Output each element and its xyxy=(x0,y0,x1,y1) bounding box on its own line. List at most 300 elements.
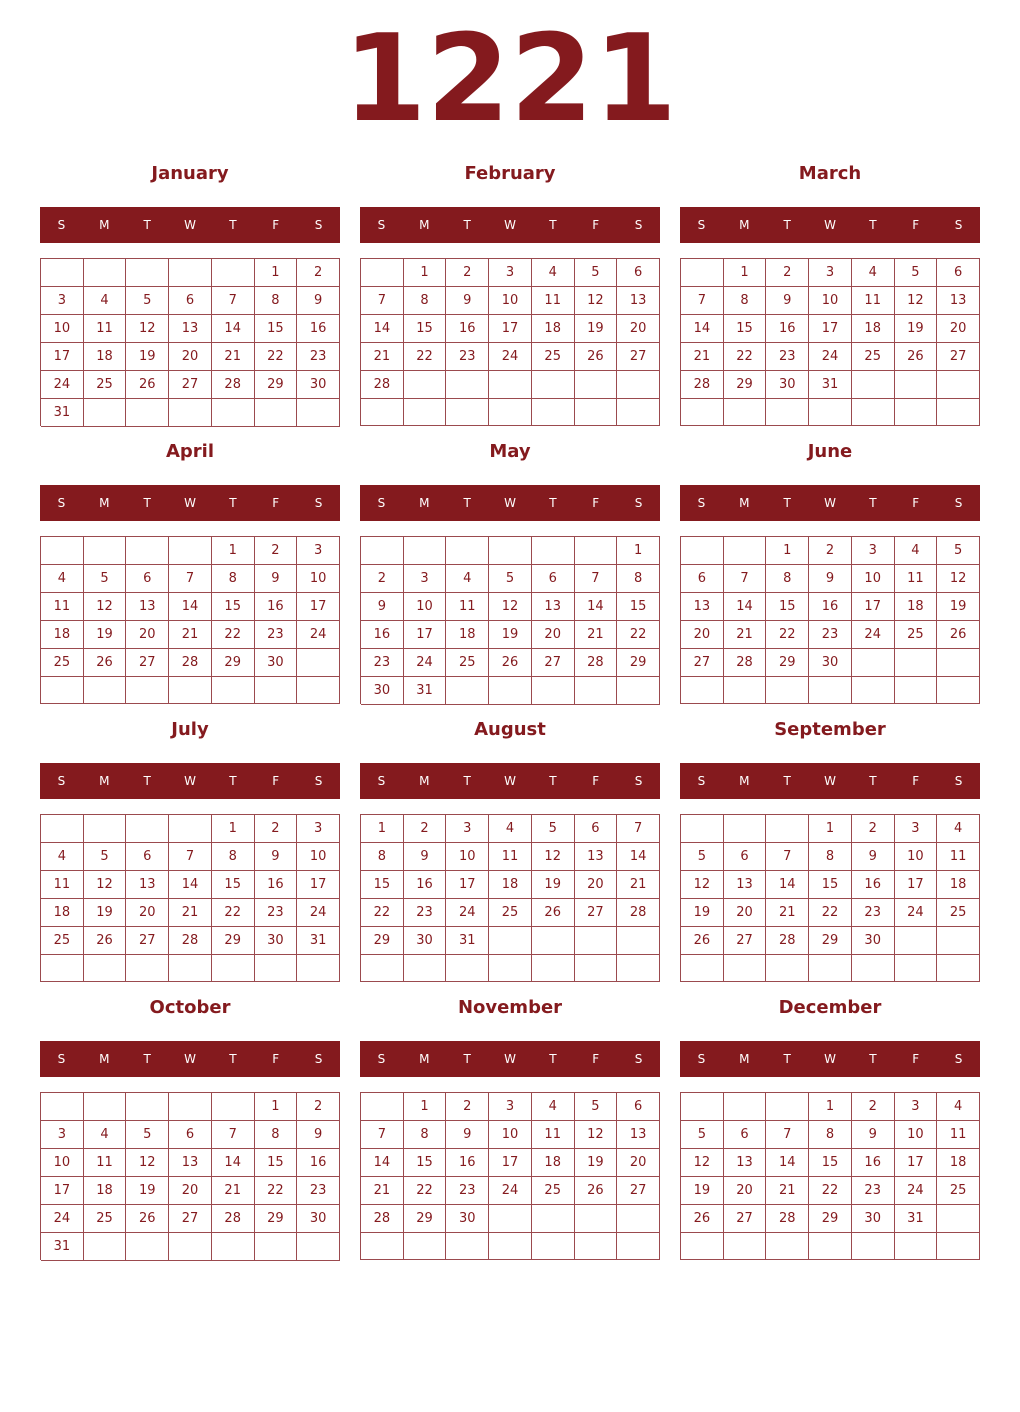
day-cell: 14 xyxy=(766,871,809,899)
day-cell: 24 xyxy=(297,621,340,649)
weekday-label: F xyxy=(912,1052,920,1066)
empty-day-cell xyxy=(617,1233,660,1260)
month-name: June xyxy=(807,441,853,462)
empty-day-cell xyxy=(255,955,298,982)
day-cell: 11 xyxy=(84,1149,127,1177)
day-cell: 11 xyxy=(532,287,575,315)
day-cell: 30 xyxy=(446,1205,489,1233)
day-cell: 10 xyxy=(895,843,938,871)
day-cell: 14 xyxy=(575,593,618,621)
day-cell: 23 xyxy=(297,1177,340,1205)
day-cell: 14 xyxy=(212,315,255,343)
day-cell: 3 xyxy=(489,259,532,287)
day-cell: 7 xyxy=(617,815,660,843)
weekday-label: T xyxy=(783,1052,791,1066)
weekday-header xyxy=(680,485,980,521)
empty-day-cell xyxy=(41,677,84,704)
day-cell: 22 xyxy=(404,343,447,371)
weekday-header xyxy=(680,207,980,243)
day-cell: 11 xyxy=(41,593,84,621)
empty-day-cell xyxy=(766,1233,809,1260)
empty-day-cell xyxy=(766,815,809,843)
weekday-label: T xyxy=(549,774,557,788)
empty-day-cell xyxy=(681,815,724,843)
empty-day-cell xyxy=(852,1233,895,1260)
day-cell: 11 xyxy=(489,843,532,871)
day-cell: 9 xyxy=(809,565,852,593)
day-cell: 28 xyxy=(575,649,618,677)
day-cell: 3 xyxy=(895,815,938,843)
day-cell: 29 xyxy=(766,649,809,677)
day-cell: 18 xyxy=(937,1149,980,1177)
day-cell: 12 xyxy=(126,1149,169,1177)
empty-day-cell xyxy=(169,1093,212,1121)
day-cell: 5 xyxy=(126,287,169,315)
day-cell: 29 xyxy=(255,1205,298,1233)
day-cell: 3 xyxy=(41,287,84,315)
weekday-label: S xyxy=(314,496,323,510)
day-cell: 6 xyxy=(126,843,169,871)
weekday-label: S xyxy=(377,218,386,232)
day-cell: 27 xyxy=(126,649,169,677)
day-cell: 24 xyxy=(895,1177,938,1205)
day-cell: 5 xyxy=(532,815,575,843)
day-cell: 9 xyxy=(404,843,447,871)
empty-day-cell xyxy=(446,399,489,426)
day-cell: 17 xyxy=(895,1149,938,1177)
day-cell: 9 xyxy=(446,287,489,315)
day-cell: 30 xyxy=(852,1205,895,1233)
day-cell: 29 xyxy=(617,649,660,677)
day-cell: 2 xyxy=(852,815,895,843)
day-cell: 13 xyxy=(617,1121,660,1149)
day-cell: 7 xyxy=(724,565,767,593)
empty-day-cell xyxy=(809,399,852,426)
day-cell: 2 xyxy=(446,259,489,287)
day-cell: 11 xyxy=(895,565,938,593)
day-cell: 3 xyxy=(404,565,447,593)
weekday-header xyxy=(360,763,660,799)
empty-day-cell xyxy=(681,259,724,287)
empty-day-cell xyxy=(169,1233,212,1261)
empty-day-cell xyxy=(575,537,618,565)
day-cell: 27 xyxy=(169,1205,212,1233)
empty-day-cell xyxy=(126,259,169,287)
day-cell: 16 xyxy=(255,871,298,899)
weekday-label: T xyxy=(463,774,471,788)
weekday-header xyxy=(360,485,660,521)
empty-day-cell xyxy=(617,399,660,426)
day-cell: 4 xyxy=(532,259,575,287)
empty-day-cell xyxy=(446,537,489,565)
day-cell: 26 xyxy=(84,649,127,677)
empty-day-cell xyxy=(126,537,169,565)
day-cell: 18 xyxy=(489,871,532,899)
empty-day-cell xyxy=(532,537,575,565)
empty-day-cell xyxy=(489,955,532,982)
day-grid xyxy=(40,536,340,704)
month-name: December xyxy=(778,997,882,1018)
day-cell: 30 xyxy=(361,677,404,705)
weekday-label: T xyxy=(549,496,557,510)
weekday-header xyxy=(40,485,340,521)
day-cell: 15 xyxy=(361,871,404,899)
day-cell: 20 xyxy=(575,871,618,899)
day-cell: 11 xyxy=(84,315,127,343)
day-cell: 20 xyxy=(126,899,169,927)
day-cell: 15 xyxy=(212,593,255,621)
empty-day-cell xyxy=(681,1233,724,1260)
weekday-label: S xyxy=(57,1052,66,1066)
day-cell: 30 xyxy=(255,649,298,677)
day-cell: 19 xyxy=(532,871,575,899)
day-cell: 4 xyxy=(489,815,532,843)
day-cell: 26 xyxy=(532,899,575,927)
day-cell: 19 xyxy=(575,1149,618,1177)
day-cell: 14 xyxy=(724,593,767,621)
day-cell: 25 xyxy=(937,1177,980,1205)
weekday-label: S xyxy=(954,774,963,788)
day-cell: 5 xyxy=(681,1121,724,1149)
day-cell: 22 xyxy=(809,1177,852,1205)
day-cell: 8 xyxy=(361,843,404,871)
day-cell: 1 xyxy=(766,537,809,565)
weekday-label: S xyxy=(697,496,706,510)
day-cell: 7 xyxy=(575,565,618,593)
empty-day-cell xyxy=(169,399,212,427)
empty-day-cell xyxy=(126,399,169,427)
day-cell: 5 xyxy=(489,565,532,593)
empty-day-cell xyxy=(809,677,852,704)
day-cell: 15 xyxy=(212,871,255,899)
empty-day-cell xyxy=(126,955,169,982)
day-cell: 17 xyxy=(297,871,340,899)
day-cell: 13 xyxy=(532,593,575,621)
empty-day-cell xyxy=(937,399,980,426)
day-cell: 18 xyxy=(41,621,84,649)
day-cell: 2 xyxy=(404,815,447,843)
day-cell: 1 xyxy=(255,1093,298,1121)
day-cell: 22 xyxy=(212,899,255,927)
day-cell: 20 xyxy=(169,1177,212,1205)
empty-day-cell xyxy=(255,1233,298,1261)
empty-day-cell xyxy=(681,1093,724,1121)
empty-day-cell xyxy=(297,1233,340,1261)
month-name: October xyxy=(149,997,231,1018)
day-cell: 1 xyxy=(361,815,404,843)
empty-day-cell xyxy=(852,649,895,677)
day-cell: 16 xyxy=(852,871,895,899)
weekday-label: S xyxy=(314,218,323,232)
weekday-label: W xyxy=(504,496,516,510)
weekday-label: S xyxy=(377,1052,386,1066)
day-cell: 4 xyxy=(852,259,895,287)
empty-day-cell xyxy=(404,399,447,426)
empty-day-cell xyxy=(361,955,404,982)
empty-day-cell xyxy=(895,677,938,704)
day-cell: 23 xyxy=(297,343,340,371)
day-cell: 30 xyxy=(809,649,852,677)
empty-day-cell xyxy=(169,677,212,704)
weekday-label: S xyxy=(377,496,386,510)
empty-day-cell xyxy=(724,1093,767,1121)
empty-day-cell xyxy=(84,1093,127,1121)
weekday-label: S xyxy=(634,774,643,788)
day-cell: 25 xyxy=(852,343,895,371)
weekday-label: S xyxy=(314,774,323,788)
day-cell: 22 xyxy=(404,1177,447,1205)
day-cell: 25 xyxy=(84,1205,127,1233)
day-cell: 30 xyxy=(297,1205,340,1233)
day-cell: 14 xyxy=(681,315,724,343)
day-cell: 6 xyxy=(681,565,724,593)
day-cell: 31 xyxy=(404,677,447,705)
day-cell: 4 xyxy=(937,1093,980,1121)
day-cell: 10 xyxy=(446,843,489,871)
day-cell: 15 xyxy=(724,315,767,343)
day-cell: 4 xyxy=(41,565,84,593)
day-cell: 18 xyxy=(532,315,575,343)
day-cell: 28 xyxy=(361,1205,404,1233)
weekday-label: S xyxy=(57,218,66,232)
day-cell: 22 xyxy=(724,343,767,371)
day-cell: 5 xyxy=(937,537,980,565)
day-cell: 28 xyxy=(617,899,660,927)
day-cell: 16 xyxy=(297,315,340,343)
day-cell: 6 xyxy=(126,565,169,593)
weekday-label: S xyxy=(314,1052,323,1066)
empty-day-cell xyxy=(446,677,489,705)
weekday-header xyxy=(360,207,660,243)
day-cell: 15 xyxy=(766,593,809,621)
empty-day-cell xyxy=(212,955,255,982)
day-cell: 29 xyxy=(255,371,298,399)
empty-day-cell xyxy=(297,649,340,677)
day-cell: 31 xyxy=(895,1205,938,1233)
day-cell: 23 xyxy=(255,899,298,927)
weekday-label: S xyxy=(634,496,643,510)
weekday-label: F xyxy=(272,496,280,510)
day-cell: 4 xyxy=(532,1093,575,1121)
day-cell: 20 xyxy=(532,621,575,649)
day-cell: 1 xyxy=(212,815,255,843)
day-cell: 16 xyxy=(446,1149,489,1177)
day-cell: 29 xyxy=(212,927,255,955)
day-cell: 2 xyxy=(766,259,809,287)
day-cell: 20 xyxy=(617,315,660,343)
day-cell: 8 xyxy=(617,565,660,593)
day-cell: 31 xyxy=(297,927,340,955)
month-name: March xyxy=(798,163,862,184)
empty-day-cell xyxy=(212,259,255,287)
day-cell: 6 xyxy=(575,815,618,843)
day-cell: 8 xyxy=(255,1121,298,1149)
day-cell: 26 xyxy=(84,927,127,955)
weekday-label: T xyxy=(783,496,791,510)
empty-day-cell xyxy=(212,399,255,427)
day-cell: 22 xyxy=(255,343,298,371)
day-cell: 13 xyxy=(126,593,169,621)
empty-day-cell xyxy=(446,1233,489,1260)
day-cell: 8 xyxy=(212,565,255,593)
day-cell: 18 xyxy=(84,343,127,371)
day-cell: 13 xyxy=(724,1149,767,1177)
weekday-label: S xyxy=(954,1052,963,1066)
weekday-label: S xyxy=(697,774,706,788)
day-cell: 29 xyxy=(361,927,404,955)
day-cell: 10 xyxy=(489,287,532,315)
empty-day-cell xyxy=(895,649,938,677)
day-cell: 31 xyxy=(41,1233,84,1261)
day-cell: 15 xyxy=(617,593,660,621)
empty-day-cell xyxy=(297,955,340,982)
day-cell: 3 xyxy=(852,537,895,565)
weekday-label: T xyxy=(229,774,237,788)
weekday-label: W xyxy=(824,218,836,232)
day-cell: 23 xyxy=(446,1177,489,1205)
empty-day-cell xyxy=(489,1205,532,1233)
day-cell: 17 xyxy=(489,315,532,343)
day-cell: 10 xyxy=(852,565,895,593)
day-cell: 14 xyxy=(212,1149,255,1177)
weekday-label: W xyxy=(184,218,196,232)
empty-day-cell xyxy=(766,955,809,982)
day-cell: 17 xyxy=(446,871,489,899)
day-cell: 7 xyxy=(169,843,212,871)
empty-day-cell xyxy=(169,955,212,982)
day-cell: 25 xyxy=(489,899,532,927)
day-cell: 21 xyxy=(169,899,212,927)
empty-day-cell xyxy=(617,955,660,982)
weekday-label: W xyxy=(824,1052,836,1066)
day-cell: 4 xyxy=(937,815,980,843)
day-cell: 14 xyxy=(361,315,404,343)
day-cell: 2 xyxy=(255,815,298,843)
weekday-label: T xyxy=(463,218,471,232)
empty-day-cell xyxy=(41,815,84,843)
day-cell: 20 xyxy=(724,1177,767,1205)
day-cell: 10 xyxy=(404,593,447,621)
day-cell: 14 xyxy=(169,871,212,899)
day-cell: 6 xyxy=(169,287,212,315)
day-cell: 3 xyxy=(297,537,340,565)
weekday-label: M xyxy=(739,496,750,510)
day-cell: 23 xyxy=(404,899,447,927)
day-cell: 21 xyxy=(361,1177,404,1205)
empty-day-cell xyxy=(809,955,852,982)
empty-day-cell xyxy=(532,371,575,399)
weekday-label: M xyxy=(99,1052,110,1066)
empty-day-cell xyxy=(852,371,895,399)
day-cell: 22 xyxy=(809,899,852,927)
empty-day-cell xyxy=(724,955,767,982)
day-cell: 21 xyxy=(766,1177,809,1205)
day-cell: 17 xyxy=(489,1149,532,1177)
day-cell: 29 xyxy=(212,649,255,677)
day-cell: 21 xyxy=(766,899,809,927)
day-cell: 12 xyxy=(84,593,127,621)
day-cell: 24 xyxy=(489,1177,532,1205)
day-cell: 10 xyxy=(297,843,340,871)
day-cell: 31 xyxy=(41,399,84,427)
empty-day-cell xyxy=(937,1205,980,1233)
empty-day-cell xyxy=(724,537,767,565)
empty-day-cell xyxy=(852,955,895,982)
empty-day-cell xyxy=(895,371,938,399)
day-cell: 26 xyxy=(681,1205,724,1233)
day-cell: 1 xyxy=(404,259,447,287)
day-cell: 27 xyxy=(681,649,724,677)
day-cell: 18 xyxy=(852,315,895,343)
empty-day-cell xyxy=(532,677,575,705)
day-cell: 24 xyxy=(41,371,84,399)
weekday-label: S xyxy=(377,774,386,788)
empty-day-cell xyxy=(575,1205,618,1233)
day-cell: 17 xyxy=(297,593,340,621)
day-cell: 15 xyxy=(809,1149,852,1177)
day-cell: 1 xyxy=(809,815,852,843)
day-cell: 20 xyxy=(937,315,980,343)
day-cell: 6 xyxy=(532,565,575,593)
weekday-label: F xyxy=(272,1052,280,1066)
empty-day-cell xyxy=(681,677,724,704)
day-cell: 25 xyxy=(446,649,489,677)
empty-day-cell xyxy=(297,677,340,704)
day-cell: 28 xyxy=(212,1205,255,1233)
empty-day-cell xyxy=(489,677,532,705)
weekday-label: M xyxy=(419,496,430,510)
empty-day-cell xyxy=(84,955,127,982)
month-name: January xyxy=(151,163,229,184)
day-cell: 17 xyxy=(404,621,447,649)
day-cell: 1 xyxy=(212,537,255,565)
empty-day-cell xyxy=(575,1233,618,1260)
empty-day-cell xyxy=(766,677,809,704)
empty-day-cell xyxy=(937,649,980,677)
day-cell: 20 xyxy=(681,621,724,649)
day-cell: 22 xyxy=(361,899,404,927)
weekday-label: T xyxy=(869,774,877,788)
empty-day-cell xyxy=(84,399,127,427)
day-cell: 20 xyxy=(169,343,212,371)
day-cell: 17 xyxy=(895,871,938,899)
empty-day-cell xyxy=(766,399,809,426)
empty-day-cell xyxy=(895,399,938,426)
weekday-header xyxy=(360,1041,660,1077)
day-cell: 17 xyxy=(809,315,852,343)
day-cell: 9 xyxy=(297,1121,340,1149)
weekday-label: T xyxy=(869,1052,877,1066)
weekday-label: T xyxy=(783,774,791,788)
day-cell: 13 xyxy=(681,593,724,621)
weekday-label: T xyxy=(143,774,151,788)
day-cell: 4 xyxy=(41,843,84,871)
day-cell: 14 xyxy=(361,1149,404,1177)
day-cell: 23 xyxy=(446,343,489,371)
weekday-label: F xyxy=(272,218,280,232)
day-cell: 5 xyxy=(681,843,724,871)
day-cell: 15 xyxy=(404,315,447,343)
day-cell: 23 xyxy=(809,621,852,649)
day-cell: 3 xyxy=(446,815,489,843)
day-cell: 13 xyxy=(937,287,980,315)
weekday-label: W xyxy=(184,1052,196,1066)
day-cell: 11 xyxy=(937,843,980,871)
day-cell: 9 xyxy=(297,287,340,315)
day-cell: 30 xyxy=(255,927,298,955)
day-cell: 27 xyxy=(617,1177,660,1205)
empty-day-cell xyxy=(617,1205,660,1233)
